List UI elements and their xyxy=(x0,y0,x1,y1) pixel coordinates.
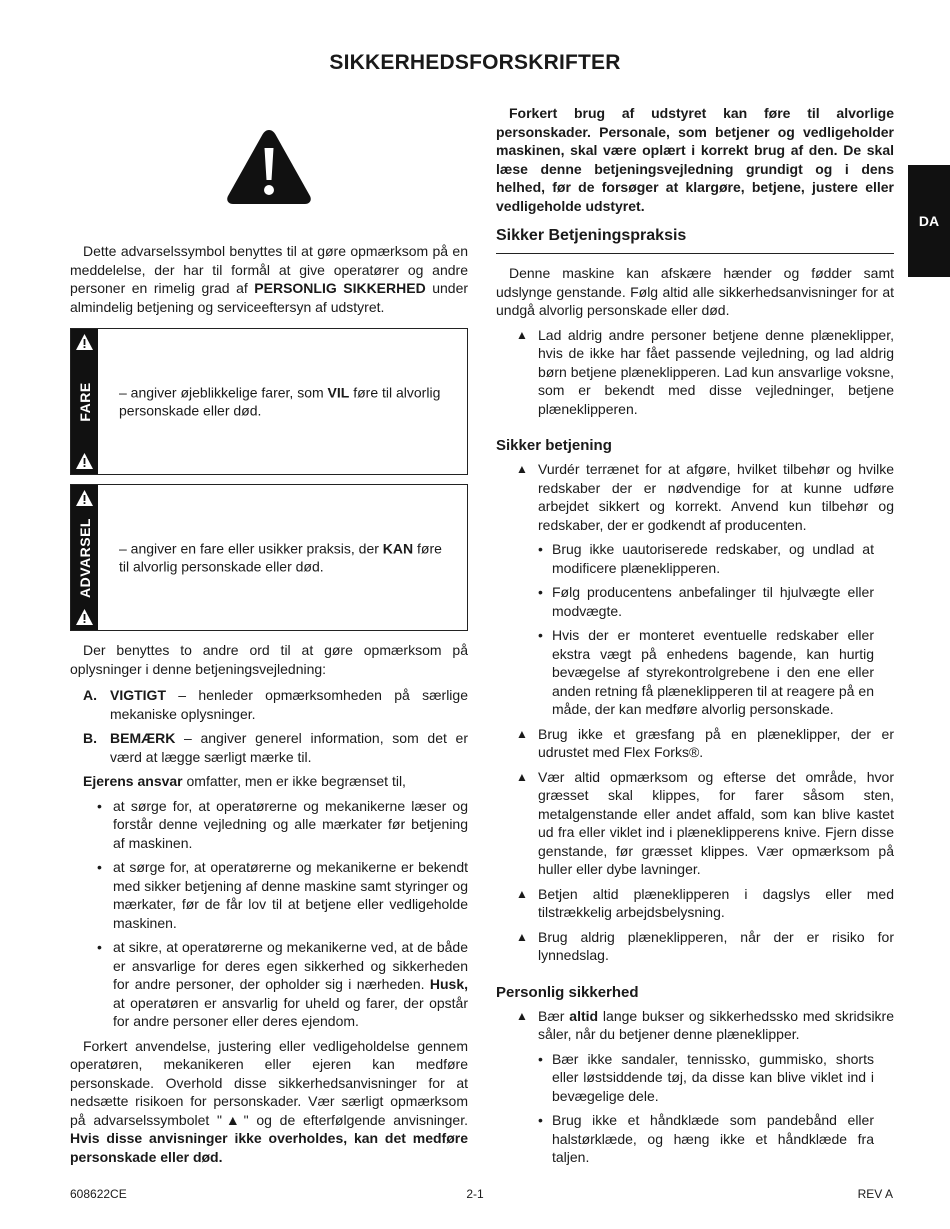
warning-triangle-icon xyxy=(225,128,313,206)
right-column xyxy=(496,104,894,1173)
owner-responsibility-list xyxy=(97,797,468,1031)
section-heading-safe-practice: Sikker Betjeningspraksis xyxy=(496,225,894,254)
list-item: • Bær ikke sandaler, tennissko, gummisko, shorts eller løstsiddende tøj, da disse kan blive viklet ind i bevægelige dele. xyxy=(538,1050,874,1104)
list-item: • Hvis der er monteret eventuelle redskaber eller ekstra vægt på enhedens bagende, kan hurtig bevægelse af styrekontrolgrebene i den ene eller anden retning få plæneklipperen til at reagere på en måde, der kan medføre alvorlig personskade. xyxy=(538,627,874,717)
signal-band xyxy=(71,485,98,630)
list-item: ▲ Bær altid lange bukser og sikkerhedssko med skridsikre såler, når du betjener denne plæneklipper. xyxy=(496,1007,894,1044)
safe-practice-list xyxy=(496,326,894,419)
other-words-paragraph: Der benyttes to andre ord til at gøre opmærksom på oplysninger i denne betjeningsvejledning: xyxy=(70,642,468,677)
list-item: • at sørge for, at operatørerne og mekanikerne læser og forstår denne vejledning og alle mærkater før betjening af maskinen. xyxy=(97,797,468,851)
warning-triangle-icon xyxy=(75,452,94,470)
footer-revision: REV A xyxy=(857,1187,893,1201)
sub-list xyxy=(538,540,874,719)
page-title: SIKKERHEDSFORSKRIFTER xyxy=(329,51,621,74)
list-item: A. VIGTIGT – henleder opmærksomheden på særlige mekaniske oplysninger. xyxy=(83,687,468,722)
signal-word: ADVARSEL xyxy=(76,517,93,598)
personal-safety-list xyxy=(496,1007,894,1167)
footer-doc-number: 608622CE xyxy=(70,1187,127,1201)
warning-triangle-icon: ▲ xyxy=(516,769,528,784)
signal-box-advarsel xyxy=(70,484,468,631)
top-warning-paragraph: Forkert brug af udstyret kan føre til alvorlige personskader. Personale, som betjener og vedligeholder maskinen, skal være oplært i korrekt brug af den. De skal læse denne betjeningsvejledning grundigt og i dens helhed, før de forsøger at klargøre, betjene, justere eller vedligeholde udstyret. xyxy=(496,105,894,214)
warning-triangle-icon: ▲ xyxy=(516,1008,528,1023)
list-item: • Brug ikke uautoriserede redskaber, og undlad at modificere plæneklipperen. xyxy=(538,541,874,576)
signal-box-fare xyxy=(70,328,468,475)
list-item: ▲ Brug ikke et græsfang på en plæneklipper, der er udrustet med Flex Forks®. xyxy=(496,725,894,762)
warning-triangle-icon: ▲ xyxy=(516,726,528,741)
signal-word: FARE xyxy=(76,381,93,422)
list-item: ▲ Betjen altid plæneklipperen i dagslys eller med tilstrækkelig arbejdsbelysning. xyxy=(496,885,894,922)
section-heading-safe-operation: Sikker betjening xyxy=(496,437,612,454)
warning-triangle-icon: ▲ xyxy=(516,327,528,342)
sub-list xyxy=(538,1050,874,1167)
warning-triangle-icon: ▲ xyxy=(516,886,528,901)
list-item: • Brug ikke et håndklæde som pandebånd eller halstørklæde, og hæng ikke et håndklæde fra taljen. xyxy=(538,1112,874,1165)
safe-operation-list xyxy=(496,460,894,965)
list-item: • at sikre, at operatørerne og mekanikerne ved, at de både er ansvarlige for deres egen sikkerhed og sikkerheden for andre personer, der opholder sig i nærheden. Husk, at operatøren er ansvarlig for uheld og farer, der opstår for andre personer eller deres ejendom. xyxy=(97,939,468,1029)
list-item: ▲ Brug aldrig plæneklipperen, når der er risiko for lynnedslag. xyxy=(496,928,894,965)
warning-triangle-icon xyxy=(75,608,94,626)
list-item: B. BEMÆRK – angiver generel information, som det er værd at lægge særligt mærke til. xyxy=(83,730,468,765)
warning-triangle-icon: ▲ xyxy=(516,462,528,476)
signal-description: – angiver øjeblikkelige farer, som VIL føre til alvorlig personskade eller død. xyxy=(119,384,441,419)
list-item: ▲ Vurdér terrænet for at afgøre, hvilket tilbehør og hvilke redskaber der er nødvendige for at kunne udføre arbejdet sikkert og korrekt. Anvend kun tilbehør og redskaber, der er godkendt af producenten. xyxy=(496,460,894,534)
list-item: • at sørge for, at operatørerne og mekanikerne er bekendt med sikker betjening af denne maskine samt styringer og mærkater, før de får lov til at betjene eller vedligeholde maskinen. xyxy=(97,859,468,931)
signal-word-list xyxy=(83,686,468,766)
closing-paragraph: Forkert anvendelse, justering eller vedligeholdelse gennem operatøren, mekanikeren eller ejeren kan medføre personskade. Overhold disse sikkerhedsanvisninger for at nedsætte risikoen for personskader. Vær særligt opmærksom på advarselssymbolet "▲" og de efterfølgende anvisninger. Hvis disse anvisninger ikke overholdes, kan det medføre personskade eller død. xyxy=(70,1037,468,1165)
intro-paragraph: Dette advarselssymbol benyttes til at gøre opmærksom på en meddelelse, der har til formål at give operatører og andre personer en rimelig grad af PERSONLIG SIKKERHED under almindelig betjening og serviceeftersyn af udstyret. xyxy=(70,243,469,315)
list-item: ▲ Vær altid opmærksom og efterse det område, hvor græsset skal klippes, for farer såsom sten, metalgenstande eller andet affald, som kan blive kastet ud fra eller viklet ind i plæneklipperens knive. Fjern disse genstande, før græsset klippes. Vær opmærksom på huller eller dybe lavninger. xyxy=(496,768,894,879)
left-column xyxy=(70,128,468,1166)
warning-triangle-icon xyxy=(75,333,94,351)
language-tab: DA xyxy=(908,165,950,277)
section-intro: Denne maskine kan afskære hænder og fødder samt udslynge genstande. Følg altid alle sikkerhedsanvisninger for at undgå alvorlig personskade eller død. xyxy=(496,265,894,318)
list-item: ▲ Lad aldrig andre personer betjene denne plæneklipper, hvis de ikke har fået passende vejledning, og lad aldrig børn betjene plæneklipperen. Lad kun ansvarlige voksne, som er bekendt med disse vejledninger, betjene plæneklipperen. xyxy=(496,326,894,419)
signal-band xyxy=(71,329,98,474)
warning-triangle-icon xyxy=(75,489,94,507)
owner-responsibility-intro: Ejerens ansvar omfatter, men er ikke begrænset til, xyxy=(83,773,406,789)
footer-page-number: 2-1 xyxy=(466,1187,484,1201)
signal-description: – angiver en fare eller usikker praksis, der KAN føre til alvorlig personskade eller død. xyxy=(119,540,442,575)
warning-triangle-icon: ▲ xyxy=(516,929,528,944)
list-item: • Følg producentens anbefalinger til hjulvægte eller modvægte. xyxy=(538,584,874,619)
section-heading-personal-safety: Personlig sikkerhed xyxy=(496,983,639,1001)
